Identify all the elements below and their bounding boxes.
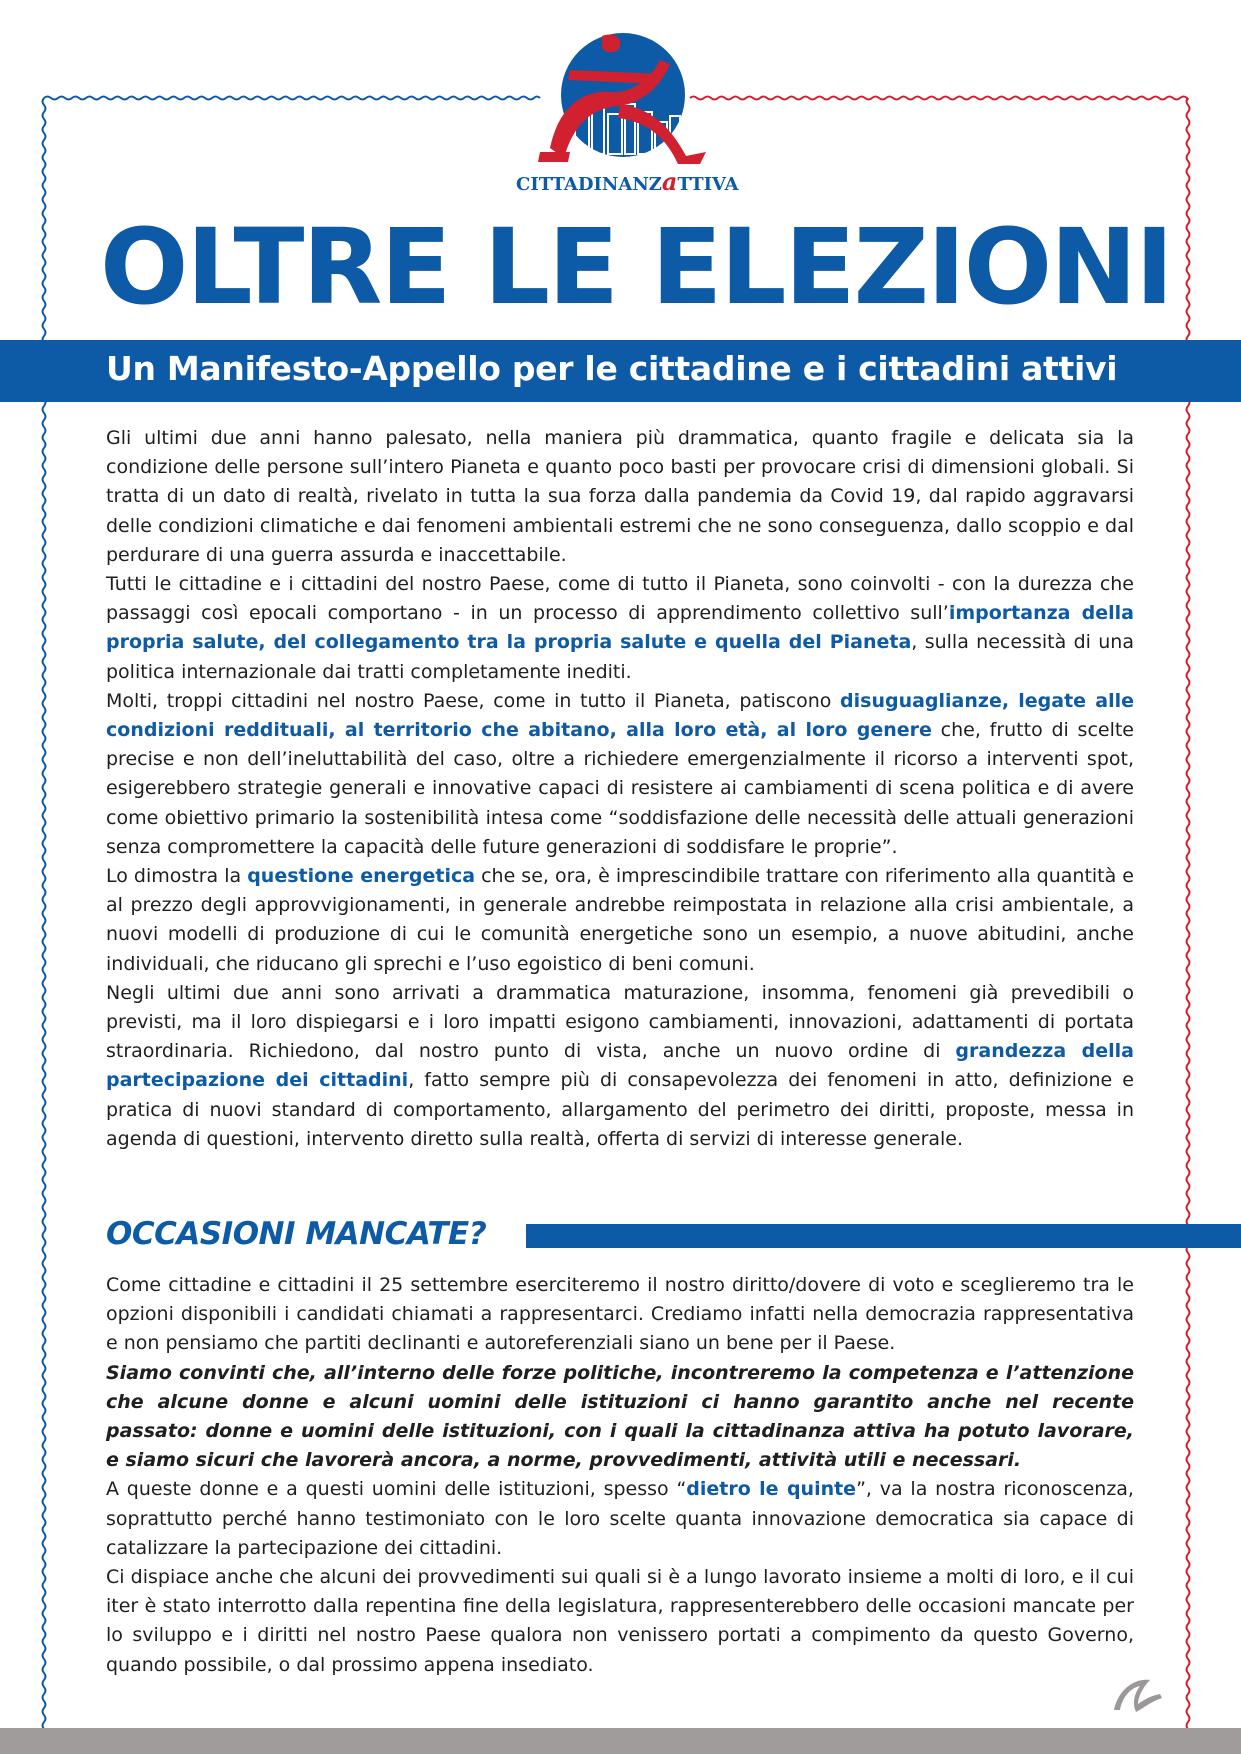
- intro-text: [106, 424, 1134, 1154]
- section-paragraph-2: Siamo convinti che, all’interno delle forze politiche, incontreremo la competenza e l’attenzione che alcune donne e alcuni uomini delle istituzioni ci hanno garantito anche nel recente passato: donne e uomini delle istituzioni, con i quali la cittadinanza attiva ha potuto lavorare, e siamo sicuri che lavorerà ancora, a norme, provvedimenti, attività utili e necessari.: [106, 1361, 1134, 1472]
- section-heading-bar: [526, 1224, 1241, 1248]
- section-heading: OCCASIONI MANCATE?: [106, 1216, 487, 1252]
- brand-name: CITTADINANZaTTIVA: [516, 167, 739, 196]
- intro-paragraph-5: Negli ultimi due anni sono arrivati a drammatica maturazione, insomma, fenomeni già prevedibili o previsti, ma il loro dispiegarsi e i loro impatti esigono cambiamenti, innovazioni, adattamenti di portata straordinaria. Richiedono, dal nostro punto di vista, anche un nuovo ordine di grandezza della partecipazione dei cittadini, fatto sempre più di consapevolezza dei fenomeni in atto, definizione e pratica di nuovi standard di comportamento, allargamento del perimetro dei diritti, proposte, messa in agenda di questioni, intervento diretto sulla realtà, offerta di servizi di interesse generale.: [106, 981, 1134, 1150]
- intro-paragraph-4: Lo dimostra la questione energetica che se, ora, è imprescindibile trattare con riferimento alla quantità e al prezzo degli approvvigionamenti, in generale andrebbe reimpostata in relazione alla crisi ambientale, a nuovi modelli di produzione di cui le comunità energetiche sono un esempio, a nuove abitudini, anche individuali, che riducano gli sprechi e l’uso egoistico di beni comuni.: [106, 865, 1134, 975]
- frame-top-right-wave: [690, 97, 1188, 100]
- section-paragraph-4: Ci dispiace anche che alcuni dei provvedimenti sui quali si è a lungo lavorato insieme a molti di loro, e il cui iter è stato interrotto dalla repentina fine della legislatura, rappresenterebbero delle occasioni mancate per lo sviluppo e i diritti nel nostro Paese qualora non venissero portati a compimento da questo Governo, quando possibile, o dal prossimo appena insediato.: [106, 1566, 1134, 1676]
- intro-paragraph-1: Gli ultimi due anni hanno palesato, nella maniera più drammatica, quanto fragile e delicata sia la condizione delle persone sull’intero Pianeta e quanto poco basti per provocare crisi di dimensioni globali. Si tratta di un dato di realtà, rivelato in tutta la sua forza dalla pandemia da Covid 19, dal rapido aggravarsi delle condizioni climatiche e dai fenomeni ambientali estremi che ne sono conseguenza, dallo scoppio e dal perdurare di una guerra assurda e inaccettabile.: [106, 427, 1134, 566]
- section-paragraph-1: Come cittadine e cittadini il 25 settembre eserciteremo il nostro diritto/dovere di voto e sceglieremo tra le opzioni disponibili i candidati chiamati a rappresentarci. Crediamo infatti nella democrazia rappresentativa e non pensiamo che partiti declinanti e autoreferenziali siano un bene per il Paese.: [106, 1274, 1134, 1355]
- footer-bar: [0, 1728, 1241, 1754]
- section-text: [106, 1271, 1134, 1680]
- intro-paragraph-3: Molti, troppi cittadini nel nostro Paese, come in tutto il Pianeta, patiscono disuguaglianze, legate alle condizioni reddituali, al territorio che abitano, alla loro età, al loro genere che, frutto di scelte precise e non dell’ineluttabilità del caso, oltre a richiedere emergenzialmente il ricorso a interventi spot, esigerebbero strategie generali e innovative capaci di resistere ai cambiamenti di scena politica e di avere come obiettivo primario la sostenibilità intesa come “soddisfazione delle necessità delle attuali generazioni senza compromettere la capacità delle future generazioni di soddisfare le proprie”.: [106, 689, 1134, 858]
- section-paragraph-3: A queste donne e a questi uomini delle istituzioni, spesso “dietro le quinte”, va la nostra riconoscenza, soprattutto perché hanno testimoniato con le loro scelte quanta innovazione democratica sia capace di catalizzare la partecipazione dei cittadini.: [106, 1478, 1134, 1559]
- frame-top-left-wave: [44, 97, 540, 100]
- brand-mark-icon: [1104, 1670, 1170, 1716]
- page-title: OLTRE LE ELEZIONI: [100, 206, 1172, 328]
- page-subtitle: Un Manifesto-Appello per le cittadine e i cittadini attivi: [106, 349, 1118, 388]
- intro-paragraph-2: Tutti le cittadine e i cittadini del nostro Paese, come di tutto il Pianeta, sono coinvolti - con la durezza che passaggi così epocali comportano - in un processo di apprendimento collettivo sull’importanza della propria salute, del collegamento tra la propria salute e quella del Pianeta, sulla necessità di una politica internazionale dai tratti completamente inediti.: [106, 573, 1134, 683]
- brand-name-letter: a: [661, 167, 678, 196]
